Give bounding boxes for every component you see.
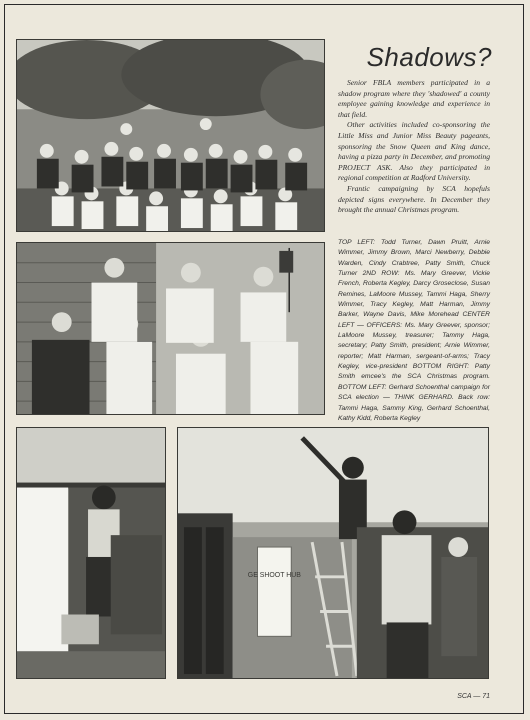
- emcee-photo: [16, 427, 166, 679]
- body-paragraph: Frantic campaigning by SCA hopefuls depicted signs everywhere. In December they brought the annual Christmas program.: [338, 183, 490, 215]
- body-paragraph: Senior FBLA members participated in a shadow program where they 'shadowed' a county employee gaining knowledge and experience in that field.: [338, 78, 490, 119]
- photo-caption: TOP LEFT: Todd Turner, Dawn Pruitt, Arnie Wimmer, Jimmy Brown, Marci Newberry, Debbie Warden, Cindy Crabtree, Patty Smith, Chuck Turner 2ND ROW: Ms. Mary Greever, Vickie French, Roberta Kegley, Darcy Groseclose, Susan Remines, LaMoore Mussey, Tammi Haga, Sherry Wimmer, Tracy Kegley, Matt Harman, Jimmy Barker, Wayne Davis, Mike Morehead CENTER LEFT — OFFICERS: Ms. Mary Greever, sponsor; LaMoore Mussey, treasurer; Tammy Haga, secretary; Patty Smith, president; Arnie Wimmer, reporter; Matt Harman, sergeant-of-arms; Tracy Kegley, vice-president BOTTOM RIGHT: Patty Smith emcee's the SCA Christmas program. BOTTOM LEFT: Gerhard Schoenthal campaign for SCA election — THINK GERHARD. Back row: Tammi Haga, Sammy King, Gerhard Schoenthal, Kathy Kidd, Roberta Kegley: [338, 239, 490, 422]
- campaign-photo-icon: [178, 428, 488, 678]
- page-title: Shadows?: [366, 42, 492, 72]
- campaign-photo: [177, 427, 489, 679]
- body-paragraph: Other activities included co-sponsoring the Little Miss and Junior Miss Beauty pageants, sponsoring the Snow Queen and King dance, having a pizza party in December, and promoting PROJECT ASK. Also they participated in regional competition at Radford University.: [338, 120, 490, 183]
- page-folio: SCA — 71: [457, 693, 490, 700]
- officers-photo-icon: [17, 243, 324, 414]
- group-photo: [16, 39, 325, 232]
- body-text: [338, 78, 490, 216]
- group-photo-icon: [17, 40, 324, 231]
- officers-photo: [16, 242, 325, 415]
- emcee-photo-icon: [17, 428, 165, 678]
- campaign-sign-text: GE SHOOT HUB: [247, 571, 301, 579]
